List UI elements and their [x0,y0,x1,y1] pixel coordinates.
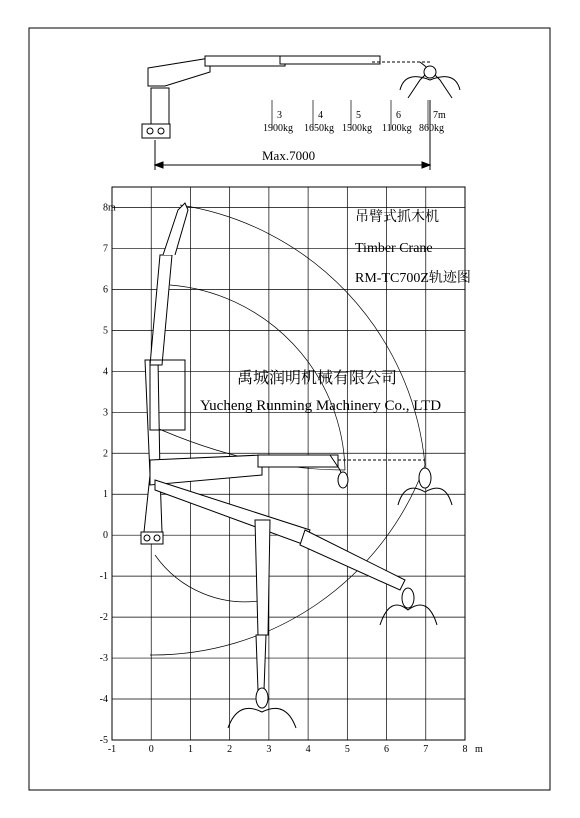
top-main-boom [205,56,285,66]
x-tick-label: 3 [266,744,272,755]
top-rotator [424,66,436,78]
diagonal-rotator [402,588,414,608]
top-base [142,124,170,138]
y-tick-label: 4 [103,366,108,378]
y-tick-label: 5 [103,325,108,337]
x-tick-label: 5 [344,744,350,755]
vertical-tip [163,203,188,255]
title-line-3: RM-TC700Z轨迹图 [355,271,471,286]
x-tick-label: 6 [384,744,390,755]
y-tick-label: -4 [99,694,108,706]
diagonal-ext-boom [300,530,405,590]
y-axis-ticks [100,202,116,746]
horizontal-ext-boom [258,455,338,467]
load-distance: 3 [277,110,282,121]
load-weight: 1650kg [304,123,334,134]
y-unit-label: m [108,202,116,214]
x-tick-label: 4 [305,744,311,755]
top-boom-head [148,58,210,86]
load-distance: 6 [396,110,401,121]
x-axis-ticks [108,744,483,755]
top-base-bolt-right [158,128,164,134]
hanging-grapple-jaws [228,708,296,728]
top-base-bolt-left [147,128,153,134]
company-name-en: Yucheng Runming Machinery Co., LTD [200,398,442,414]
top-extension-boom [280,56,380,64]
load-distance: 4 [318,110,323,121]
y-tick-label: -3 [99,653,108,665]
top-grapple-jaws [400,77,460,90]
base-bolt-right [154,535,160,541]
hanging-ext-boom [256,635,266,690]
horizontal-rotator-inner [338,472,348,488]
y-tick-label: -1 [99,571,108,583]
company-name-cn: 禹城润明机械有限公司 [237,370,398,387]
load-chart [263,100,446,134]
x-tick-label: -1 [107,744,117,755]
load-weight: 860kg [419,123,444,134]
y-tick-label: 1 [103,489,108,501]
vertical-ext-boom [150,255,172,365]
load-distance: 5 [356,110,361,121]
y-tick-label: 7 [103,243,108,255]
y-tick-label: -5 [99,735,108,746]
x-tick-label: 1 [187,744,193,755]
y-tick-label: 3 [103,407,108,419]
title-line-2: Timber Crane [355,241,433,256]
x-tick-label: 0 [148,744,154,755]
y-tick-label: -2 [99,612,108,624]
y-tick-label: 8 [103,202,108,214]
y-tick-label: 2 [103,448,108,460]
title-line-1: 吊臂式抓木机 [355,210,439,225]
hanging-main-boom [255,520,270,635]
horizontal-main-boom [150,455,262,485]
y-tick-label: 6 [103,284,108,296]
base-bolt-left [144,535,150,541]
top-column [151,88,169,126]
y-tick-label: 0 [103,530,108,542]
inner-arc [155,555,265,602]
x-unit-label: m [475,744,483,755]
vertical-main-boom [145,360,160,475]
horizontal-grapple-jaws [398,488,452,505]
load-weight: 1900kg [263,123,293,134]
horizontal-rotator-outer [419,468,431,488]
x-tick-label: 7 [423,744,429,755]
load-distance: 7m [433,110,446,121]
max-reach-label: Max.7000 [262,148,316,163]
x-tick-label: 2 [227,744,233,755]
load-weight: 1500kg [342,123,372,134]
load-weight: 1100kg [382,123,412,134]
top-crane-view [142,56,460,138]
hanging-rotator [256,688,268,708]
x-tick-label: 8 [462,744,468,755]
